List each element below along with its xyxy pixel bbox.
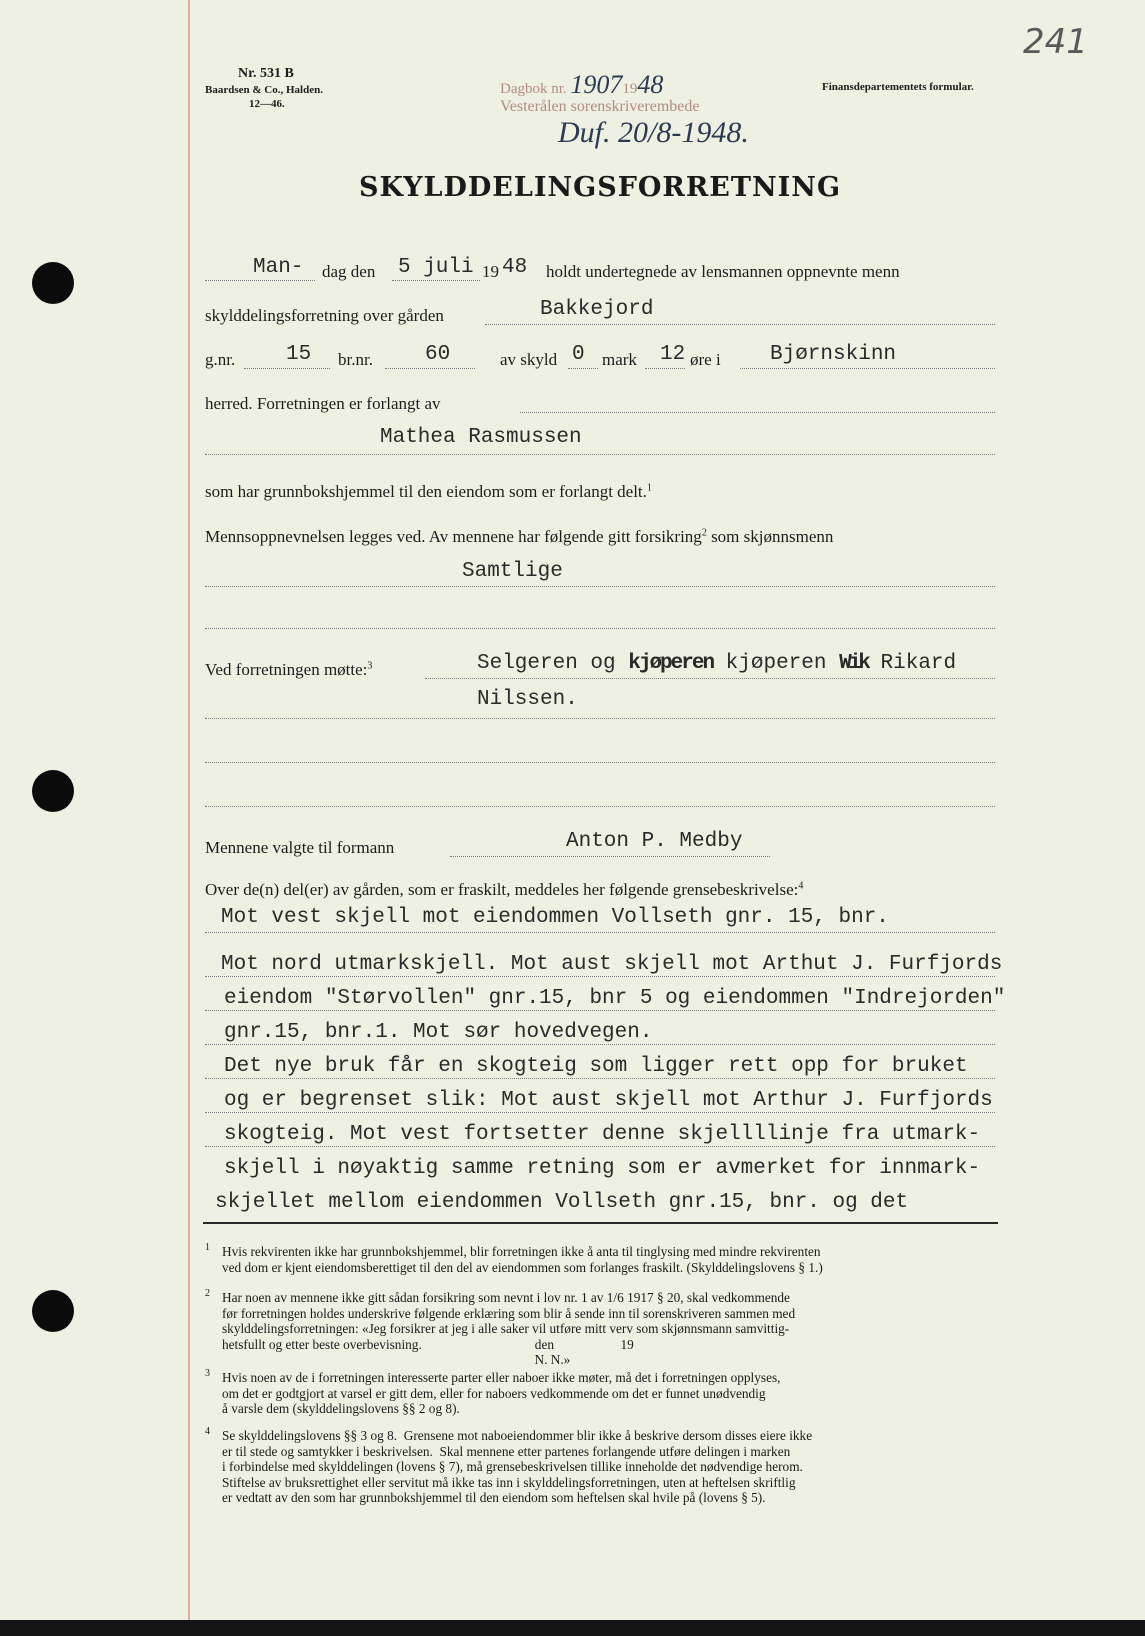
year-prefix: 19 xyxy=(482,262,499,281)
ore-label: øre i xyxy=(690,350,721,369)
gnr-label: g.nr. xyxy=(205,350,236,369)
date-value: 5 juli xyxy=(398,256,474,279)
document-title: SKYLDDELINGSFORRETNING xyxy=(358,172,842,203)
ore-value: 12 xyxy=(660,343,686,366)
margin-line xyxy=(188,0,190,1620)
document-page: Nr. 531 B Baardsen & Co., Halden. 12—46. Finansdepartementets formular. 241 Dagbok nr. 19071948 Vesterålen sorenskriverembede Duf. 20/8-1948. SKYLDDELINGSFORRETNING Man- dag den 5 juli 19 48 holdt undertegnede av lensmannen oppnevnte menn skylddelingsforretning over gården Bakkejord g.nr. 15 br.nr. 60 av skyld 0 mark 12 øre i Bjørnskinn herred. Forretningen er forlangt av Mathea Rasmussen som har grunnbokshjemmel til den eiendom som er forlangt delt.$^1$ Mennsoppnevnelsen legges ved. Av mennene har følgende gitt forsikring$^2$ som skjønnsmenn Samtlige Ved forretningen møtte:$^3$ Selgeren og kjøperen kjøperen Wik Rikard Nilssen. Mennene valgte til formann Anton P. Medby Over de(n) del(er) av gården, som er fraskilt, meddeles her følgende grensebeskrivelse:$^4$ Mot vest skjell mot eiendommen Vollseth gnr. 15, bnr. Mot nord utmarkskjell. Mot aust skjell mot Arthut J. Furfjords eiendom "Størvollen" gnr.15, bnr 5 og eiendommen "Indrejorden" gnr.15, bnr.1. Mot sør hovedvegen. Det nye bruk får en skogteig som ligger rett opp for bruket og er begrenset slik: Mot aust skjell mot Arthur J. Furfjords skogteig. Mot vest fortsetter denne skjellllinje fra utmark- skjell i nøyaktig samme retning som er avmerket for innmark- skjellet mellom eiendommen Vollseth gnr.15, bnr. og det 1 Hvis rekvirenten ikke har grunnbokshjemmel, blir forretningen ikke å anta til tinglysing med mindre rekvirenten ved dom er kjent eiendomsberettiget til den del av eiendommen som forlanges fraskilt. (Skylddelingslovens § 1.) 2 Har noen av mennene ikke gitt sådan forsikring som nevnt i lov nr. 1 av 1/6 1917 § 20, skal vedkommende før forretningen holdes underskrive følgende erklæring som blir å sende inn til sorenskriveren sammen med skylddelingsforretningen: «Jeg forsikrer at jeg i alle saker vil utføre mitt verv som skjønnsmann samvittig- hetsfullt og etter beste overbevisning. den 19 N. N.» 3 Hvis noen av de i forretningen interesserte parter eller naboer ikke møter, må det i forretningen opplyses, om det er godtgjort at varsel er gitt dem, eller for naboers vedkommende om det er funnet unødvendig å varsle dem (skylddelingslovens §§ 2 og 8). 4 Se skylddelingslovens §§ 3 og 8. Grensene mot naboeiendommer blir ikke å beskrive dersom disses eiere ikke er til stede og samtykker i beskrivelsen. Skal mennene etter partenes forlangende utføre delingen i marken i forbindelse med skylddelingen (lovens § 7), må grensebeskrivelsen tillike inneholde det nødvendige herom. Stiftelse av bruksrettighet eller servitut må ikke tas inn i skylddelingsforretningen, uten at heftelsen skriftlig er vedtatt av den som har grunnbokshjemmel til den eiendom som heftelsen skal hvile på (lovens § 5). xyxy=(0,0,1145,1620)
footnote-ref: 2 xyxy=(701,527,707,539)
journal-stamp xyxy=(500,70,663,100)
herred-name: Bjørnskinn xyxy=(770,343,897,366)
description-line: Det nye bruk får en skogteig som ligger rett opp for bruket xyxy=(224,1055,968,1078)
dotted-line xyxy=(205,1010,995,1011)
punch-hole xyxy=(32,262,74,304)
dag-den-label: dag den xyxy=(322,262,376,281)
stamp-year: 48 xyxy=(637,70,664,99)
dotted-line xyxy=(244,368,330,369)
footnote-ref: 1 xyxy=(646,482,652,494)
mark-value: 0 xyxy=(572,343,585,366)
punch-hole xyxy=(32,1290,74,1332)
handwritten-annotation: Duf. 20/8-1948. xyxy=(558,116,749,149)
formann-label: Mennene valgte til formann xyxy=(205,838,395,857)
dotted-line xyxy=(205,1146,995,1147)
footnote-rule xyxy=(203,1222,998,1224)
description-line: skogteig. Mot vest fortsetter denne skjellllinje fra utmark- xyxy=(224,1123,981,1146)
dagbok-number: 1907 xyxy=(570,70,623,99)
description-line: skjellet mellom eiendommen Vollseth gnr.15, bnr. og det xyxy=(215,1191,909,1214)
dotted-line xyxy=(205,586,995,587)
printer-name: Baardsen & Co., Halden. xyxy=(205,84,323,96)
struck-text: kjøperen xyxy=(628,652,714,675)
dotted-line xyxy=(740,368,995,369)
gnr-value: 15 xyxy=(286,343,312,366)
description-line: Mot nord utmarkskjell. Mot aust skjell mot Arthut J. Furfjords xyxy=(221,953,1003,976)
dotted-line xyxy=(645,368,685,369)
weekday-value: Man- xyxy=(253,256,304,279)
description-line: gnr.15, bnr.1. Mot sør hovedvegen. xyxy=(224,1021,653,1044)
dotted-line xyxy=(520,412,995,413)
description-line: skjell i nøyaktig samme retning som er avmerket for innmark- xyxy=(224,1157,981,1180)
dotted-line xyxy=(205,762,995,763)
dotted-line xyxy=(392,280,480,281)
motte-label: Ved forretningen møtte:$^3$ xyxy=(205,660,373,679)
page-number: 241 xyxy=(1023,22,1088,62)
motte-line-1: Selgeren og kjøperen kjøperen Wik Rikard xyxy=(477,652,957,675)
office-stamp: Vesterålen sorenskriverembede xyxy=(500,98,700,115)
dotted-line xyxy=(450,856,770,857)
dotted-line xyxy=(205,628,995,629)
menn-text: Mennsoppnevnelsen legges ved. Av mennene har følgende gitt forsikring$^2$ som skjønnsmenn xyxy=(205,527,834,546)
grense-label: Over de(n) del(er) av gården, som er fraskilt, meddeles her følgende grensebeskrivelse:$^4$ xyxy=(205,880,804,899)
dotted-line xyxy=(205,718,995,719)
formann-name: Anton P. Medby xyxy=(566,830,743,853)
skyld-label: av skyld xyxy=(500,350,558,369)
punch-hole xyxy=(32,770,74,812)
footnote-ref: 3 xyxy=(367,660,373,672)
requester-name: Mathea Rasmussen xyxy=(380,426,582,449)
form-number: Nr. 531 B xyxy=(238,66,294,81)
dotted-line xyxy=(205,976,995,977)
insured-value: Samtlige xyxy=(462,560,563,583)
footnote-ref: 4 xyxy=(798,880,804,892)
herred-label: herred. Forretningen er forlangt av xyxy=(205,394,441,413)
holdt-text: holdt undertegnede av lensmannen oppnevnte menn xyxy=(546,262,900,281)
description-line: og er begrenset slik: Mot aust skjell mot Arthur J. Furfjords xyxy=(224,1089,993,1112)
ministry-form: Finansdepartementets formular. xyxy=(822,81,974,93)
brnr-label: br.nr. xyxy=(338,350,373,369)
dotted-line xyxy=(205,1112,995,1113)
dotted-line xyxy=(205,454,995,455)
motte-line-2: Nilssen. xyxy=(477,688,578,711)
farm-name: Bakkejord xyxy=(540,298,654,321)
scan-border xyxy=(0,1620,1145,1636)
grunnbok-text: som har grunnbokshjemmel til den eiendom som er forlangt delt.$^1$ xyxy=(205,482,652,501)
dotted-line xyxy=(425,678,995,679)
over-garden-label: skylddelingsforretning over gården xyxy=(205,306,444,325)
dotted-line xyxy=(205,280,315,281)
brnr-value: 60 xyxy=(425,343,451,366)
dotted-line xyxy=(485,324,995,325)
struck-text: Wik xyxy=(839,652,868,675)
dotted-line xyxy=(205,806,995,807)
dotted-line xyxy=(385,368,475,369)
dotted-line xyxy=(568,368,598,369)
dagbok-label: Dagbok nr. xyxy=(500,81,567,97)
year-value: 48 xyxy=(502,256,528,279)
description-line: Mot vest skjell mot eiendommen Vollseth gnr. 15, bnr. xyxy=(221,906,889,929)
dotted-line xyxy=(205,1078,995,1079)
dotted-line xyxy=(205,1044,995,1045)
mark-label: mark xyxy=(602,350,637,369)
dotted-line xyxy=(205,932,995,933)
description-line: eiendom "Størvollen" gnr.15, bnr 5 og eiendommen "Indrejorden" xyxy=(224,987,1006,1010)
print-date: 12—46. xyxy=(249,98,285,110)
stamp-year-prefix: 19 xyxy=(622,81,638,97)
